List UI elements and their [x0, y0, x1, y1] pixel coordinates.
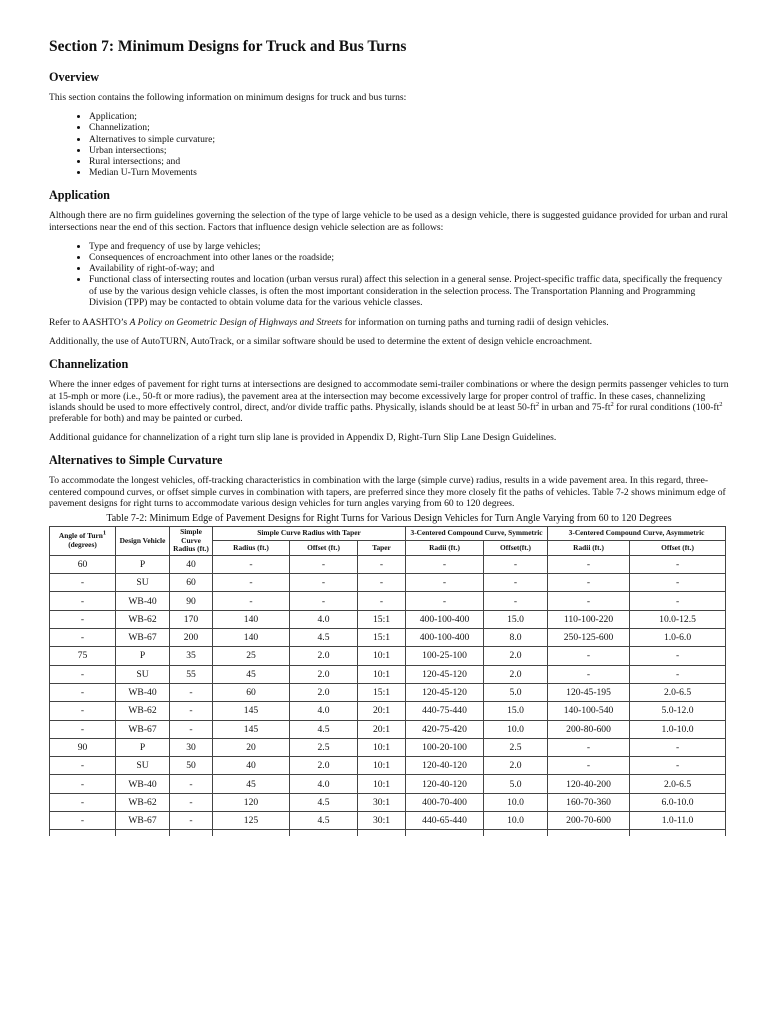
table-cell: - [630, 757, 726, 775]
table-cell: 55 [170, 665, 213, 683]
table-cell: 20:1 [358, 720, 406, 738]
table-cell: 2.0 [484, 647, 548, 665]
table-cell: - [548, 738, 630, 756]
table-cell: - [548, 757, 630, 775]
table-cell: 110-100-220 [548, 610, 630, 628]
table-cell: - [548, 555, 630, 573]
table-row [50, 647, 726, 665]
table-cell: 10:1 [358, 738, 406, 756]
table-cell: - [548, 647, 630, 665]
table-cell: - [630, 574, 726, 592]
table-cell: 160-70-360 [548, 793, 630, 811]
table-cell: - [50, 683, 116, 701]
list-item: • Application; [89, 111, 729, 122]
table-cell: - [50, 610, 116, 628]
table-cell: - [406, 574, 484, 592]
table-caption: Table 7-2: Minimum Edge of Pavement Designs for Right Turns for Various Design Vehicles for Turn Angle Varying from 60 to 120 Degrees [106, 513, 672, 525]
table-cell: 4.5 [290, 793, 358, 811]
table-cell: - [358, 555, 406, 573]
table-cell: 4.0 [290, 702, 358, 720]
header-offset: Offset (ft.) [290, 541, 358, 555]
channelization-heading: Channelization [49, 357, 129, 372]
table-cell: 2.0 [484, 757, 548, 775]
table-cell: 120-40-120 [406, 757, 484, 775]
table-row [50, 610, 726, 628]
table-cell: 30 [170, 738, 213, 756]
table-cell: - [50, 812, 116, 830]
table-cell: SU [116, 757, 170, 775]
table-cell: P [116, 738, 170, 756]
table-cell: - [548, 574, 630, 592]
table-cell: 170 [170, 610, 213, 628]
table-cell: 120 [213, 793, 290, 811]
table-cell: - [50, 665, 116, 683]
table-cell: - [170, 720, 213, 738]
header-angle: Angle of Turn$^1$ (degrees) [50, 527, 116, 556]
application-paragraph: Although there are no firm guidelines governing the selection of the type of large vehicle to be used as a design vehicle, there is suggested guidance provided for urban and rural intersections near the end of this section. Factors that influence design vehicle selection are as follows: [49, 210, 728, 233]
table-cell: WB-40 [116, 592, 170, 610]
header-radii-asymmetric: Radii (ft.) [548, 541, 630, 555]
table-cell: 40 [170, 555, 213, 573]
table-cell: 6.0-10.0 [630, 793, 726, 811]
header-vehicle: Design Vehicle [116, 527, 170, 556]
table-cell: - [50, 793, 116, 811]
table-cell: 2.0-6.5 [630, 683, 726, 701]
table-cell: - [484, 555, 548, 573]
table-body [50, 555, 726, 836]
table-cell: - [484, 592, 548, 610]
table-row [50, 720, 726, 738]
table-cell: - [548, 665, 630, 683]
table-row [50, 757, 726, 775]
table-cell: - [50, 720, 116, 738]
table-cell: 20:1 [358, 702, 406, 720]
table-row [50, 738, 726, 756]
table-cell: 15:1 [358, 629, 406, 647]
table-cell: 10.0 [484, 720, 548, 738]
table-cell: 200-70-600 [548, 812, 630, 830]
header-simple-radius: Simple Curve Radius (ft.) [170, 527, 213, 556]
header-taper: Taper [358, 541, 406, 555]
table-cell: 400-100-400 [406, 610, 484, 628]
table-cell: - [548, 592, 630, 610]
table-cell: 120-40-120 [406, 775, 484, 793]
table-cell: 75 [50, 647, 116, 665]
table-cell: 4.5 [290, 812, 358, 830]
table-row [50, 683, 726, 701]
table-cell: 60 [170, 574, 213, 592]
table-row [50, 665, 726, 683]
table-cell: WB-67 [116, 629, 170, 647]
table-cell: - [630, 592, 726, 610]
table-cell: 4.5 [290, 629, 358, 647]
table-cell: 2.5 [484, 738, 548, 756]
table-cell: WB-62 [116, 702, 170, 720]
table-cell: - [630, 738, 726, 756]
autoturn-paragraph: Additionally, the use of AutoTURN, AutoTrack, or a similar software should be used to determine the extent of design vehicle encroachment. [49, 336, 593, 348]
list-item: • Consequences of encroachment into other lanes or the roadside; [89, 252, 729, 263]
table-cell: - [484, 574, 548, 592]
table-cell: 125 [213, 812, 290, 830]
table-cell: - [630, 555, 726, 573]
list-item: • Median U-Turn Movements [89, 167, 729, 178]
table-cell: 2.0-6.5 [630, 775, 726, 793]
table-cell: 60 [50, 555, 116, 573]
table-cell: 400-70-400 [406, 793, 484, 811]
table-cell: 2.0 [290, 757, 358, 775]
table-cell: 140-100-540 [548, 702, 630, 720]
table-cell: 90 [170, 592, 213, 610]
table-cell: 2.0 [290, 683, 358, 701]
channelization-paragraph: Where the inner edges of pavement for right turns at intersections are designed to accommodate semi-trailer combinations or where the design permits passenger vehicles to turn at 15-mph or more (i.e., 50-ft or more radius), the pavement area at the intersection may become excessively large for proper control of traffic. In these cases, channelizing islands should be used to more effectively control, direct, and/or divide traffic paths. Physically, islands should be at least $50-ft^2$ in urban and $75-ft^2$ for rural conditions ($100-ft^2$ preferable for both) and may be painted or curbed. [49, 379, 729, 425]
table-cell: 10:1 [358, 757, 406, 775]
table-cell: WB-40 [116, 683, 170, 701]
table-row [50, 629, 726, 647]
table-cell: 1.0-10.0 [630, 720, 726, 738]
table-cell: 5.0 [484, 683, 548, 701]
table-cell: WB-40 [116, 775, 170, 793]
table-row [50, 555, 726, 573]
table-cell: - [213, 555, 290, 573]
table-cell: 420-75-420 [406, 720, 484, 738]
table-cell: - [50, 574, 116, 592]
application-list [49, 241, 729, 308]
table-cell: 5.0 [484, 775, 548, 793]
table-cell: 10:1 [358, 775, 406, 793]
table-cell: 250-125-600 [548, 629, 630, 647]
overview-list [49, 111, 729, 178]
table-row [50, 702, 726, 720]
application-heading: Application [49, 188, 110, 203]
table-cell: 120-45-120 [406, 683, 484, 701]
table-cell: 2.0 [290, 665, 358, 683]
table-row-continuation [50, 830, 726, 837]
table-cell: 15:1 [358, 610, 406, 628]
aashto-reference-title: A Policy on Geometric Design of Highways and Streets [129, 317, 343, 329]
table-cell: 30:1 [358, 793, 406, 811]
table-cell: 15.0 [484, 702, 548, 720]
table-cell: 145 [213, 720, 290, 738]
table-cell: 25 [213, 647, 290, 665]
table-row [50, 775, 726, 793]
table-cell: - [213, 574, 290, 592]
table-cell: 50 [170, 757, 213, 775]
table-cell: 4.0 [290, 775, 358, 793]
table-cell: 120-45-195 [548, 683, 630, 701]
table-cell: P [116, 647, 170, 665]
table-cell: - [50, 629, 116, 647]
table-cell: - [50, 592, 116, 610]
table-cell: - [290, 555, 358, 573]
table-row [50, 812, 726, 830]
table-cell: 4.5 [290, 720, 358, 738]
table-cell: 100-25-100 [406, 647, 484, 665]
table-cell: 1.0-6.0 [630, 629, 726, 647]
table-cell: - [406, 592, 484, 610]
header-radius: Radius (ft.) [213, 541, 290, 555]
header-symmetric-group: 3-Centered Compound Curve, Symmetric [406, 527, 548, 541]
table-cell: 440-75-440 [406, 702, 484, 720]
table-cell: - [170, 793, 213, 811]
table-cell: 440-65-440 [406, 812, 484, 830]
table-cell: 10.0-12.5 [630, 610, 726, 628]
table-cell: WB-67 [116, 812, 170, 830]
table-cell: - [50, 757, 116, 775]
table-cell: WB-62 [116, 793, 170, 811]
table-cell: SU [116, 574, 170, 592]
turn-designs-table [49, 526, 726, 836]
table-cell: 45 [213, 775, 290, 793]
table-cell: 10:1 [358, 647, 406, 665]
table-cell: 145 [213, 702, 290, 720]
table-cell: P [116, 555, 170, 573]
list-item: • Channelization; [89, 122, 729, 133]
table-cell: - [50, 702, 116, 720]
document-page [49, 38, 729, 836]
table-cell: - [170, 683, 213, 701]
table-cell: 2.0 [484, 665, 548, 683]
table-cell: 40 [213, 757, 290, 775]
header-taper-group: Simple Curve Radius with Taper [213, 527, 406, 541]
table-cell: 10:1 [358, 665, 406, 683]
overview-heading: Overview [49, 70, 100, 84]
table-cell: SU [116, 665, 170, 683]
table-cell: 100-20-100 [406, 738, 484, 756]
page-title: Section 7: Minimum Designs for Truck and Bus Turns [49, 38, 407, 55]
slip-lane-paragraph: Additional guidance for channelization of a right turn slip lane is provided in Appendix D, Right-Turn Slip Lane Design Guidelines. [49, 432, 557, 444]
header-asymmetric-group: 3-Centered Compound Curve, Asymmetric [548, 527, 726, 541]
table-cell: - [170, 812, 213, 830]
alternatives-heading: Alternatives to Simple Curvature [49, 453, 223, 468]
table-cell: - [290, 574, 358, 592]
list-item: • Type and frequency of use by large vehicles; [89, 241, 729, 252]
header-offset-symmetric: Offset(ft.) [484, 541, 548, 555]
table-cell: WB-67 [116, 720, 170, 738]
table-cell: 30:1 [358, 812, 406, 830]
table-cell: 400-100-400 [406, 629, 484, 647]
table-cell: 140 [213, 629, 290, 647]
table-cell: 10.0 [484, 812, 548, 830]
table-row [50, 574, 726, 592]
table-cell: - [630, 647, 726, 665]
table-cell: - [406, 555, 484, 573]
header-offset-asymmetric: Offset (ft.) [630, 541, 726, 555]
table-cell: - [290, 592, 358, 610]
table-cell: 15:1 [358, 683, 406, 701]
table-cell: - [358, 592, 406, 610]
table-cell: - [213, 592, 290, 610]
table-cell: 8.0 [484, 629, 548, 647]
list-item: • Alternatives to simple curvature; [89, 134, 729, 145]
table-cell: 2.5 [290, 738, 358, 756]
list-item: • Urban intersections; [89, 145, 729, 156]
table-cell: 5.0-12.0 [630, 702, 726, 720]
table-cell: 1.0-11.0 [630, 812, 726, 830]
table-cell: 60 [213, 683, 290, 701]
table-cell: 120-40-200 [548, 775, 630, 793]
table-cell: 4.0 [290, 610, 358, 628]
table-cell: - [630, 665, 726, 683]
alternatives-paragraph: To accommodate the longest vehicles, off-tracking characteristics in combination with the large (simple curve) radius, results in a wide pavement area. In this regard, three-centered compound curves, or offset simple curves in combination with tapers, are preferred since they more closely fit the paths of vehicles. Table 7-2 shows minimum edge of pavement designs for right turns to accommodate various design vehicles for turn angles varying from 60 to 120 degrees. [49, 475, 726, 509]
table-cell: 10.0 [484, 793, 548, 811]
table-cell: - [170, 775, 213, 793]
overview-intro: This section contains the following information on minimum designs for truck and bus turns: [49, 92, 407, 103]
list-item: • Functional class of intersecting routes and location (urban versus rural) affect this selection in a general sense. Project-specific traffic data, specifically the frequency of use by the various design vehicle classes, is often the most important consideration in the selection process. The Transportation Planning and Programming Division (TPP) may be contacted to obtain volume data for the various vehicle classes. [89, 274, 729, 308]
table-cell: 45 [213, 665, 290, 683]
table-cell: - [50, 775, 116, 793]
aashto-reference: Refer to AASHTO’s A Policy on Geometric Design of Highways and Streets for information on turning paths and turning radii of design vehicles. [49, 317, 609, 329]
table-cell: - [358, 574, 406, 592]
table-cell: 120-45-120 [406, 665, 484, 683]
table-cell: 35 [170, 647, 213, 665]
header-radii-symmetric: Radii (ft.) [406, 541, 484, 555]
table-cell: 20 [213, 738, 290, 756]
table-row [50, 793, 726, 811]
table-cell: WB-62 [116, 610, 170, 628]
table-cell: 200-80-600 [548, 720, 630, 738]
list-item: • Availability of right-of-way; and [89, 263, 729, 274]
list-item: • Rural intersections; and [89, 156, 729, 167]
table-cell: 200 [170, 629, 213, 647]
table-cell: 2.0 [290, 647, 358, 665]
table-cell: 140 [213, 610, 290, 628]
table-row [50, 592, 726, 610]
table-cell: - [170, 702, 213, 720]
table-cell: 90 [50, 738, 116, 756]
table-cell: 15.0 [484, 610, 548, 628]
